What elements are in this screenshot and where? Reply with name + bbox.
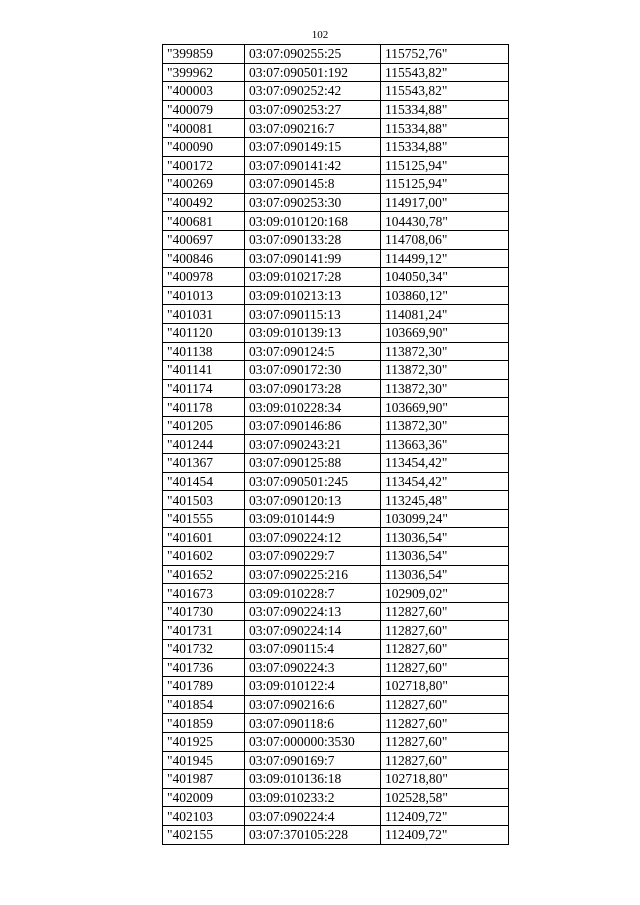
table-row — [163, 528, 509, 547]
value-cell: 103860,12" — [381, 286, 509, 305]
value-cell: 115125,94" — [381, 175, 509, 194]
value-cell: 113872,30" — [381, 379, 509, 398]
value-cell: 114499,12" — [381, 249, 509, 268]
record-id-cell: "401859 — [163, 714, 245, 733]
cadastral-number-cell: 03:07:090120:13 — [245, 491, 381, 510]
cadastral-number-cell: 03:09:010139:13 — [245, 323, 381, 342]
value-cell: 113036,54" — [381, 547, 509, 566]
cadastral-number-cell: 03:07:090115:4 — [245, 640, 381, 659]
value-cell: 112827,60" — [381, 751, 509, 770]
table-row — [163, 305, 509, 324]
cadastral-number-cell: 03:07:090145:8 — [245, 175, 381, 194]
table-row — [163, 825, 509, 844]
record-id-cell: "400978 — [163, 268, 245, 287]
table-row — [163, 621, 509, 640]
record-id-cell: "401732 — [163, 640, 245, 659]
table-row — [163, 45, 509, 64]
table-row — [163, 547, 509, 566]
cadastral-number-cell: 03:09:010120:168 — [245, 212, 381, 231]
record-id-cell: "400681 — [163, 212, 245, 231]
record-id-cell: "401031 — [163, 305, 245, 324]
value-cell: 115752,76" — [381, 45, 509, 64]
cadastral-number-cell: 03:07:090501:245 — [245, 472, 381, 491]
record-id-cell: "399859 — [163, 45, 245, 64]
cadastral-number-cell: 03:07:090253:30 — [245, 193, 381, 212]
value-cell: 103669,90" — [381, 398, 509, 417]
cadastral-number-cell: 03:07:090225:216 — [245, 565, 381, 584]
cadastral-number-cell: 03:07:090224:4 — [245, 807, 381, 826]
cadastral-number-cell: 03:09:010233:2 — [245, 788, 381, 807]
cadastral-number-cell: 03:09:010122:4 — [245, 677, 381, 696]
table-row — [163, 714, 509, 733]
record-id-cell: "401789 — [163, 677, 245, 696]
table-row — [163, 63, 509, 82]
record-id-cell: "400492 — [163, 193, 245, 212]
value-cell: 115334,88" — [381, 100, 509, 119]
cadastral-number-cell: 03:07:090124:5 — [245, 342, 381, 361]
table-row — [163, 323, 509, 342]
table-row — [163, 565, 509, 584]
table-row — [163, 509, 509, 528]
value-cell: 103669,90" — [381, 323, 509, 342]
table-row — [163, 286, 509, 305]
value-cell: 112827,60" — [381, 621, 509, 640]
record-id-cell: "400697 — [163, 230, 245, 249]
value-cell: 113872,30" — [381, 416, 509, 435]
cadastral-number-cell: 03:07:090255:25 — [245, 45, 381, 64]
record-id-cell: "401503 — [163, 491, 245, 510]
record-id-cell: "399962 — [163, 63, 245, 82]
table-row — [163, 770, 509, 789]
table-row — [163, 268, 509, 287]
table-row — [163, 137, 509, 156]
data-table — [162, 44, 509, 845]
table-row — [163, 342, 509, 361]
value-cell: 104430,78" — [381, 212, 509, 231]
value-cell: 103099,24" — [381, 509, 509, 528]
cadastral-number-cell: 03:07:090253:27 — [245, 100, 381, 119]
cadastral-number-cell: 03:07:090224:3 — [245, 658, 381, 677]
cadastral-number-cell: 03:07:000000:3530 — [245, 732, 381, 751]
value-cell: 102528,58" — [381, 788, 509, 807]
record-id-cell: "401731 — [163, 621, 245, 640]
cadastral-number-cell: 03:09:010144:9 — [245, 509, 381, 528]
value-cell: 112409,72" — [381, 807, 509, 826]
record-id-cell: "400269 — [163, 175, 245, 194]
record-id-cell: "401652 — [163, 565, 245, 584]
value-cell: 102718,80" — [381, 677, 509, 696]
value-cell: 113245,48" — [381, 491, 509, 510]
record-id-cell: "401945 — [163, 751, 245, 770]
cadastral-number-cell: 03:07:370105:228 — [245, 825, 381, 844]
cadastral-number-cell: 03:07:090501:192 — [245, 63, 381, 82]
record-id-cell: "401454 — [163, 472, 245, 491]
table-row — [163, 491, 509, 510]
record-id-cell: "401141 — [163, 361, 245, 380]
cadastral-number-cell: 03:09:010136:18 — [245, 770, 381, 789]
table-row — [163, 119, 509, 138]
value-cell: 112827,60" — [381, 732, 509, 751]
record-id-cell: "400003 — [163, 82, 245, 101]
record-id-cell: "401178 — [163, 398, 245, 417]
record-id-cell: "401987 — [163, 770, 245, 789]
table-row — [163, 677, 509, 696]
value-cell: 115125,94" — [381, 156, 509, 175]
value-cell: 115543,82" — [381, 63, 509, 82]
record-id-cell: "401367 — [163, 454, 245, 473]
cadastral-number-cell: 03:07:090224:12 — [245, 528, 381, 547]
record-id-cell: "401174 — [163, 379, 245, 398]
table-row — [163, 732, 509, 751]
table-row — [163, 230, 509, 249]
table-body — [163, 45, 509, 845]
table-row — [163, 82, 509, 101]
value-cell: 114081,24" — [381, 305, 509, 324]
cadastral-number-cell: 03:07:090216:7 — [245, 119, 381, 138]
cadastral-number-cell: 03:09:010228:34 — [245, 398, 381, 417]
record-id-cell: "401673 — [163, 584, 245, 603]
record-id-cell: "401730 — [163, 602, 245, 621]
table-row — [163, 695, 509, 714]
value-cell: 112827,60" — [381, 695, 509, 714]
cadastral-number-cell: 03:07:090224:14 — [245, 621, 381, 640]
record-id-cell: "401138 — [163, 342, 245, 361]
table-row — [163, 398, 509, 417]
table-row — [163, 435, 509, 454]
record-id-cell: "400172 — [163, 156, 245, 175]
value-cell: 112827,60" — [381, 640, 509, 659]
record-id-cell: "402103 — [163, 807, 245, 826]
cadastral-number-cell: 03:07:090115:13 — [245, 305, 381, 324]
cadastral-number-cell: 03:07:090243:21 — [245, 435, 381, 454]
cadastral-number-cell: 03:07:090133:28 — [245, 230, 381, 249]
table-row — [163, 658, 509, 677]
value-cell: 112409,72" — [381, 825, 509, 844]
cadastral-number-cell: 03:07:090252:42 — [245, 82, 381, 101]
cadastral-number-cell: 03:09:010213:13 — [245, 286, 381, 305]
record-id-cell: "401601 — [163, 528, 245, 547]
value-cell: 113454,42" — [381, 472, 509, 491]
record-id-cell: "401120 — [163, 323, 245, 342]
record-id-cell: "401244 — [163, 435, 245, 454]
cadastral-number-cell: 03:07:090146:86 — [245, 416, 381, 435]
value-cell: 115543,82" — [381, 82, 509, 101]
value-cell: 114917,00" — [381, 193, 509, 212]
cadastral-number-cell: 03:07:090172:30 — [245, 361, 381, 380]
record-id-cell: "401854 — [163, 695, 245, 714]
value-cell: 104050,34" — [381, 268, 509, 287]
record-id-cell: "402009 — [163, 788, 245, 807]
table-row — [163, 640, 509, 659]
table-row — [163, 379, 509, 398]
table-row — [163, 788, 509, 807]
cadastral-number-cell: 03:07:090141:42 — [245, 156, 381, 175]
cadastral-number-cell: 03:07:090229:7 — [245, 547, 381, 566]
value-cell: 112827,60" — [381, 714, 509, 733]
table-row — [163, 602, 509, 621]
cadastral-number-cell: 03:07:090173:28 — [245, 379, 381, 398]
cadastral-number-cell: 03:07:090118:6 — [245, 714, 381, 733]
value-cell: 113663,36" — [381, 435, 509, 454]
table-row — [163, 100, 509, 119]
value-cell: 112827,60" — [381, 602, 509, 621]
table-row — [163, 807, 509, 826]
table-row — [163, 361, 509, 380]
cadastral-number-cell: 03:07:090141:99 — [245, 249, 381, 268]
table-row — [163, 454, 509, 473]
value-cell: 112827,60" — [381, 658, 509, 677]
record-id-cell: "400081 — [163, 119, 245, 138]
table-row — [163, 584, 509, 603]
table-row — [163, 249, 509, 268]
record-id-cell: "401013 — [163, 286, 245, 305]
cadastral-number-cell: 03:07:090125:88 — [245, 454, 381, 473]
cadastral-number-cell: 03:07:090224:13 — [245, 602, 381, 621]
value-cell: 113036,54" — [381, 565, 509, 584]
table-row — [163, 175, 509, 194]
record-id-cell: "401925 — [163, 732, 245, 751]
record-id-cell: "401205 — [163, 416, 245, 435]
value-cell: 102718,80" — [381, 770, 509, 789]
value-cell: 113454,42" — [381, 454, 509, 473]
record-id-cell: "401736 — [163, 658, 245, 677]
record-id-cell: "402155 — [163, 825, 245, 844]
table-row — [163, 416, 509, 435]
page-number: 102 — [311, 29, 329, 41]
cadastral-number-cell: 03:07:090216:6 — [245, 695, 381, 714]
cadastral-number-cell: 03:07:090149:15 — [245, 137, 381, 156]
record-id-cell: "400090 — [163, 137, 245, 156]
cadastral-number-cell: 03:07:090169:7 — [245, 751, 381, 770]
table-row — [163, 472, 509, 491]
table-row — [163, 193, 509, 212]
value-cell: 115334,88" — [381, 119, 509, 138]
record-id-cell: "400846 — [163, 249, 245, 268]
value-cell: 113872,30" — [381, 361, 509, 380]
record-id-cell: "401602 — [163, 547, 245, 566]
value-cell: 102909,02" — [381, 584, 509, 603]
value-cell: 114708,06" — [381, 230, 509, 249]
table-row — [163, 156, 509, 175]
table-row — [163, 751, 509, 770]
record-id-cell: "400079 — [163, 100, 245, 119]
cadastral-number-cell: 03:09:010217:28 — [245, 268, 381, 287]
value-cell: 113036,54" — [381, 528, 509, 547]
cadastral-number-cell: 03:09:010228:7 — [245, 584, 381, 603]
value-cell: 113872,30" — [381, 342, 509, 361]
value-cell: 115334,88" — [381, 137, 509, 156]
table-row — [163, 212, 509, 231]
record-id-cell: "401555 — [163, 509, 245, 528]
